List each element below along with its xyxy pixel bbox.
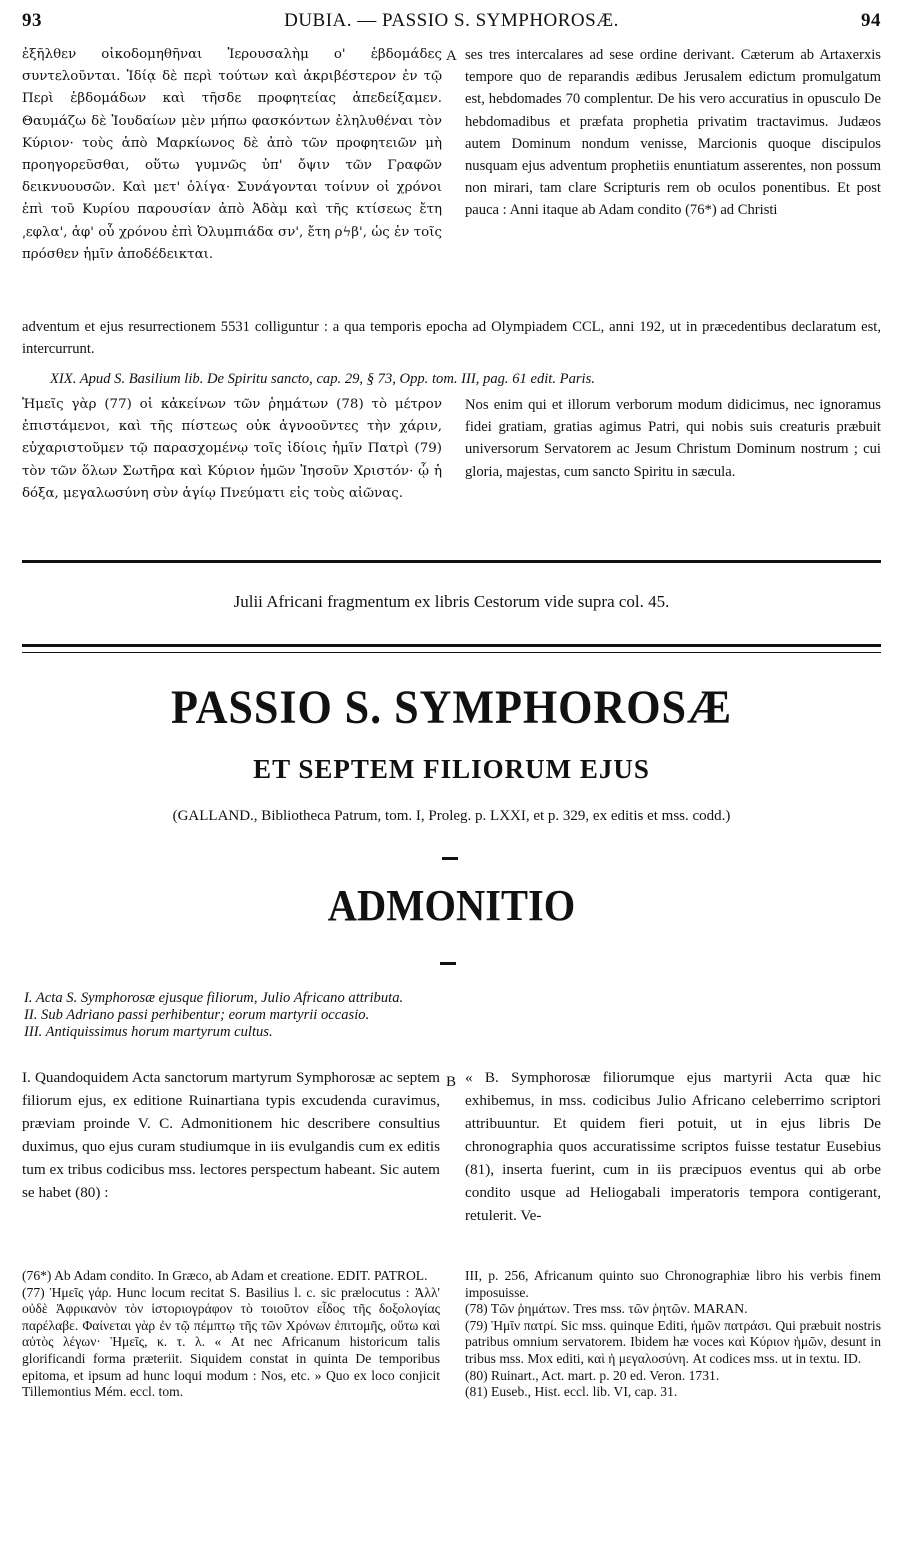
right-page-number: 94 [861,10,881,31]
latin-column-b [465,394,881,483]
footnotes-right [465,1268,881,1401]
footnote: (81) Euseb., Hist. eccl. lib. VI, cap. 31. [465,1384,678,1400]
body-left-text: I. Quandoquidem Acta sanctorum martyrum Symphorosæ ac septem filiorum ejus, ex editione Ruinartiana typis excudenda curavimus, præviam proinde V. C. Admonitionem hic describere consultius duximus, quo ejus curam studiumque in iis evulgandis cum ex editis tum ex tribus codicibus mss. lectores perspectum habeant. Sic autem se habet (80) : [22,1069,440,1201]
running-title: DUBIA. — PASSIO S. SYMPHOROSÆ. [284,10,619,31]
summary-list [24,990,403,1041]
footnote: (79) Ἡμῖν πατρί. Sic mss. quinque Editi, ἡμῶν πατράσι. Qui præbuit nostris patribus omnium servatorem. Ibidem hæ voces καὶ Κύριον ἡμῶν, desunt in tribus mss. Mox editi, καὶ ἡ μεγαλοσύνη. At codices mss. ut in textu. ID. [465,1317,881,1366]
latin-text-b: Nos enim qui et illorum verborum modum didicimus, nec ignoramus fidei gratiam, gratias agimus Patri, qui nobis suis creaturis præbuit universorum Servatorem ac Jesum Christum Dominum nostrum ; cui gloria, majestas, cum sancto Spiritu in sæcula. [465,397,881,480]
margin-mark-a: A [446,48,457,64]
spanning-line: adventum et ejus resurrectionem 5531 colliguntur : a qua temporis epocha ad Olympiadem CCL, anni 192, ut in præcedentibus declaratum est, intercurrunt. [22,319,881,358]
citation-basil: XIX. Apud S. Basilium lib. De Spiritu sancto, cap. 29, § 73, Opp. tom. III, pag. 61 edit. Paris. [50,371,595,387]
title-dash-2 [440,962,456,965]
greek-column-b [22,394,442,505]
source-reference: (GALLAND., Bibliotheca Patrum, tom. I, Proleg. p. LXXI, et p. 329, ex editis et mss. codd.) [172,808,731,824]
body-right-column [465,1066,881,1227]
latin-column-a [465,44,881,222]
subtitle: ET SEPTEM FILIORUM EJUS [253,754,650,784]
divider-top [22,560,881,563]
greek-text-b: Ἡμεῖς γὰρ (77) οἱ κἀκείνων τῶν ῥημάτων (78) τὸ μέτρον ἐπιστάμενοι, καὶ τῆς πίστεως οὐκ ἀγνοοῦντες τὴν χάριν, εὐχαριστοῦμεν τῷ παρασχομένῳ τοῖς ἰδίοις ἡμῖν Πατρὶ (79) τὸν τῶν ὅλων Σωτῆρα καὶ Κύριον ἡμῶν Ἰησοῦν Χριστόν· ᾧ ἡ δόξα, μεγαλωσύνη σὺν ἁγίῳ Πνεύματι εἰς τοὺς αἰῶνας. [22,397,442,501]
notice-line: Julii Africani fragmentum ex libris Cestorum vide supra col. 45. [233,592,670,611]
left-page-number: 93 [22,10,42,31]
body-right-text: « B. Symphorosæ filiorumque ejus martyrii Acta quæ hic exhibemus, in mss. codicibus Julio Africano celeberrimo scriptori attribuuntur. Et quidem fieri potuit, ut in ejus libris De chronographia quos accuratissime scriptos fuisse testatur Eusebius (81), inserta fuerint, cum in iis præcipuos eventus qui ab orbe condito usque ad Heliogabali imperatoris tempora contigerant, retulerit. Ve- [465,1069,881,1224]
greek-column-a [22,44,442,266]
admonitio-heading: ADMONITIO [327,881,576,930]
footnote: III, p. 256, Africanum quinto suo Chronographiæ libro his verbis finem imposuisse. [465,1268,881,1300]
divider-double-2 [22,652,881,653]
margin-mark-b: B [446,1074,457,1090]
title-dash-1 [442,857,458,860]
latin-text-a: ses tres intercalares ad sese ordine derivant. Cæterum ab Artaxerxis tempore quo de reparandis ædibus Jerusalem edictum promulgatum est, hebdomades 70 complentur. De his vero accuratius in opusculo De hebdomadibus et præfata prophetia privatim tractavimus. Judæos autem Dominum nondum venisse, Marcionis quoque discipulos nusquam ejus adventum prophetiis enuntiatum asserentes, non possum non mirari, tam clare Scripturis rem ob oculos ponentibus. Et post pauca : Anni itaque ab Adam condito (76*) ad Christi [465,47,881,219]
footnotes-left [22,1268,440,1401]
footnote: (76*) Ab Adam condito. In Græco, ab Adam et creatione. EDIT. PATROL. [22,1268,428,1283]
body-left-column [22,1066,440,1204]
footnote: (78) Τῶν ῥημάτων. Tres mss. τῶν ῥητῶν. MARAN. [465,1301,748,1317]
summary-item: I. Acta S. Symphorosæ ejusque filiorum, Julio Africano attributa. [24,990,404,1006]
greek-text-a: ἐξῆλθεν οἰκοδομηθῆναι Ἱερουσαλὴμ ο' ἑβδομάδες συντελοῦνται. Ἰδίᾳ δὲ περὶ τούτων καὶ ἀκριβέστερον ἐν τῷ Περὶ ἑβδομάδων καὶ τῆσδε προφητείας ἀπεδείξαμεν. Θαυμάζω δὲ Ἰουδαίων μὲν μήπω φασκόντων ἐληλυθέναι τὸν Κύριον· τοὺς ἀπὸ Μαρκίωνος δὲ ἀπὸ τῶν προφητειῶν μὴ προηγορεῦσθαι, οὕτω γυμνῶς ὑπ' ὄψιν τῶν Γραφῶν δεικνυουσῶν. Καὶ μετ' ὀλίγα· Συνάγονται τοίνυν οἱ χρόνοι ἐπὶ τοῦ Κυρίου παρουσίαν ἀπὸ Ἀδὰμ καὶ τῆς κτίσεως ἔτη ͵εφλα', ἀφ' οὗ χρόνου ἐπὶ Ὀλυμπιάδα σν', ἔτη ρϟβ', ὡς ἐν τοῖς πρόσθεν ἡμῖν ἀποδέδεικται. [22,47,442,262]
running-header [22,10,881,36]
summary-item: III. Antiquissimus horum martyrum cultus. [24,1024,273,1040]
main-title: PASSIO S. SYMPHOROSÆ [170,681,733,734]
divider-double-1 [22,644,881,647]
footnote: (80) Ruinart., Act. mart. p. 20 ed. Veron. 1731. [465,1367,720,1383]
summary-item: II. Sub Adriano passi perhibentur; eorum martyrii occasio. [24,1007,370,1023]
footnote: (77) Ἡμεῖς γάρ. Hunc locum recitat S. Basilius l. c. sic prælocutus : Ἀλλ' οὐδὲ Ἀφρικανὸν τὸν ἱστοριογράφον τὸ τοιοῦτον εἶδος τῆς δοξολογίας παρέλαβε. Φαίνεται γὰρ ἐν τῷ πέμπτῳ τῆς τῶν Χρόνων ἐπιτομῆς, οὕτω καὶ αὐτὸς λέγων· Ἡμεῖς, κ. τ. λ. « At nec Africanum historicum talis glorificandi forma præteriit. Siquidem constat in quinta De temporibus epitoma, et ipsum ad hunc loqui modum : Nos, etc. » Quo ex loco conjicit Tillemontius Mém. eccl. tom. [22,1284,440,1400]
